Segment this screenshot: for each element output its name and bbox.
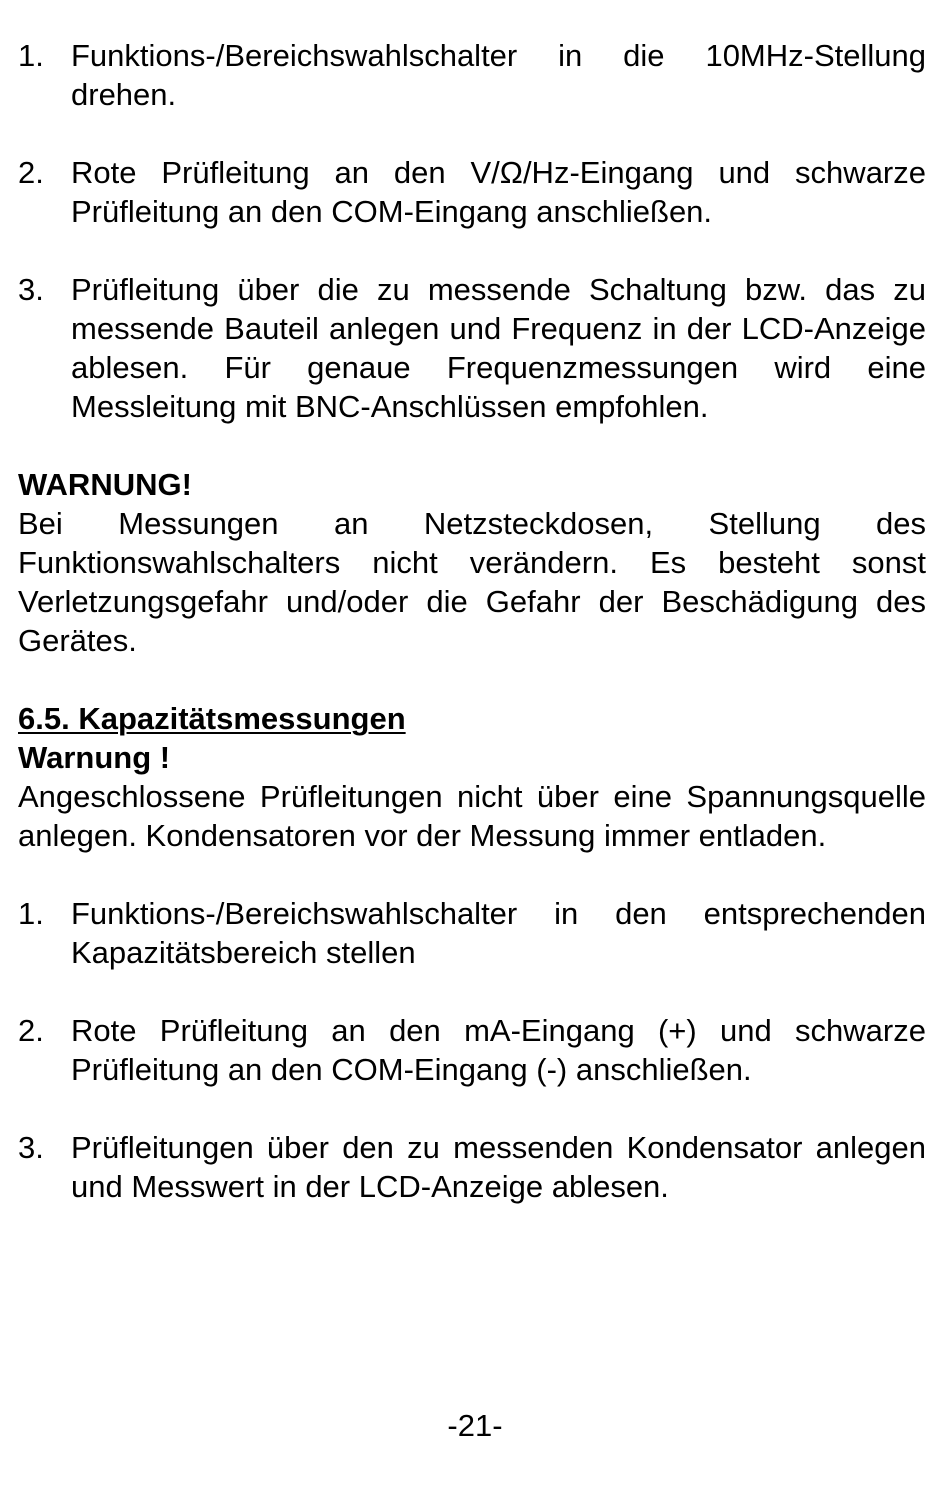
list-text: Funktions-/Bereichswahlschalter in die 10MHz-Stellung drehen. [71,38,926,112]
warning-text: Angeschlossene Prüfleitungen nicht über eine Spannungsquelle anlegen. Kondensatoren vor der Messung immer entladen. [18,779,926,853]
list-text: Rote Prüfleitung an den mA-Eingang (+) und schwarze Prüfleitung an den COM-Eingang (-) anschließen. [71,1013,926,1087]
list-number: 3. [18,1130,44,1165]
list-item [18,36,926,114]
list-text: Prüfleitungen über den zu messenden Kondensator anlegen und Messwert in der LCD-Anzeige ablesen. [71,1130,926,1204]
page-number: -21- [447,1408,503,1443]
list-item [18,1011,926,1089]
list-number: 3. [18,272,44,307]
list-item [18,153,926,231]
list-number: 2. [18,155,44,190]
list-number: 2. [18,1013,44,1048]
warning-text: Bei Messungen an Netzsteckdosen, Stellung des Funktionswahlschalters nicht verändern. Es besteht sonst Verletzungsgefahr und/oder die Gefahr der Beschädigung des Gerätes. [18,506,926,658]
section-heading: 6.5. Kapazitätsmessungen [18,701,406,736]
list-text: Funktions-/Bereichswahlschalter in den entsprechenden Kapazitätsbereich stellen [71,896,926,970]
list-item [18,270,926,426]
manual-page [18,36,926,1206]
warning-title: WARNUNG! [18,467,192,502]
list-number: 1. [18,38,44,73]
list-item [18,1128,926,1206]
warning-title: Warnung ! [18,740,171,775]
list-item [18,894,926,972]
list-number: 1. [18,896,44,931]
list-text: Rote Prüfleitung an den V/Ω/Hz-Eingang und schwarze Prüfleitung an den COM-Eingang anschließen. [71,155,926,229]
list-text: Prüfleitung über die zu messende Schaltung bzw. das zu messende Bauteil anlegen und Frequenz in der LCD-Anzeige ablesen. Für genaue Frequenzmessungen wird eine Messleitung mit BNC-Anschlüssen empfohlen. [71,272,926,424]
